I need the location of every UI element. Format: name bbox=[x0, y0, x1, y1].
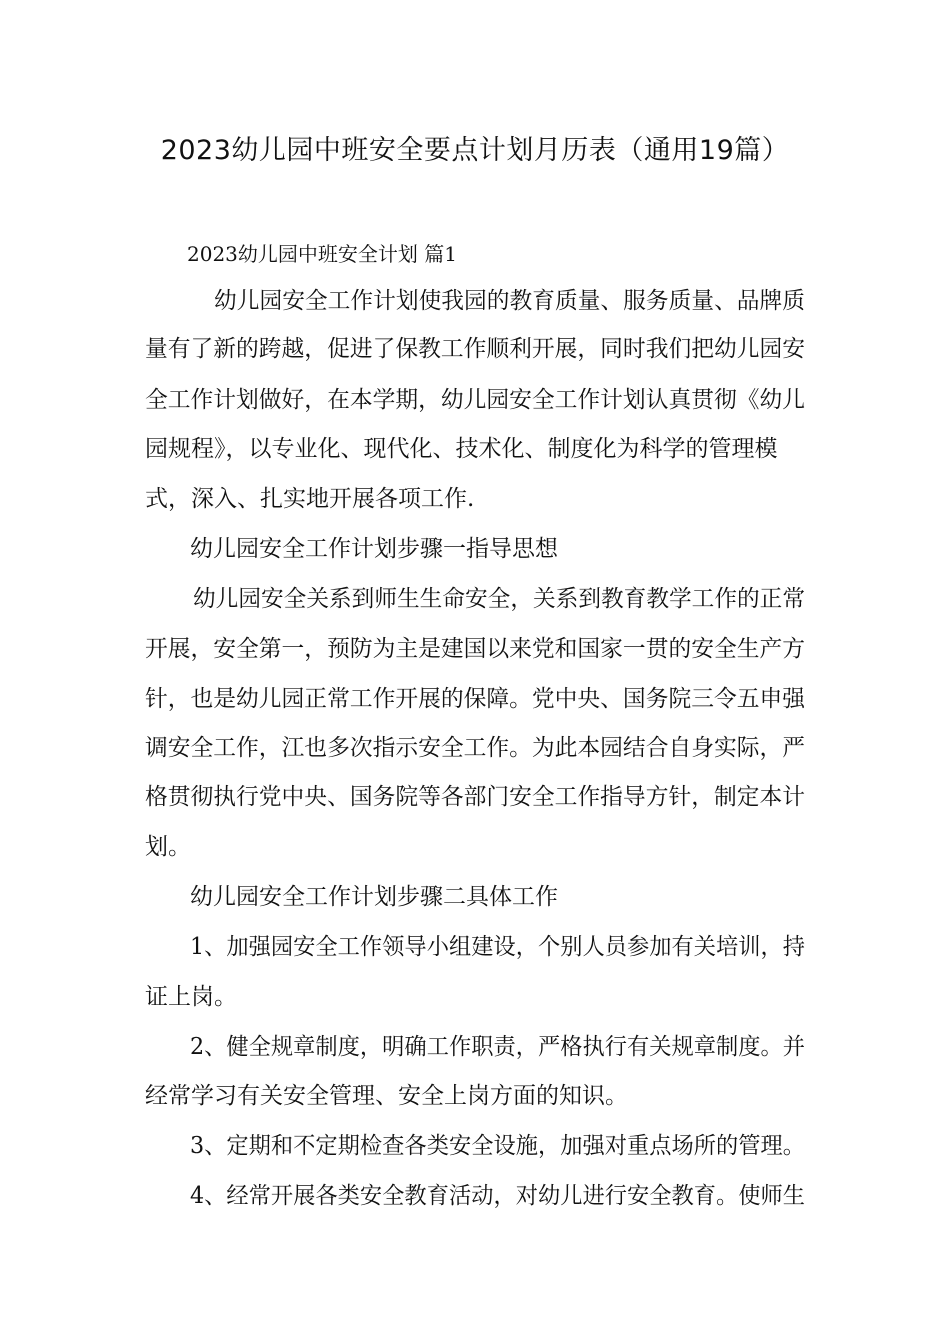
paragraph-line: 格贯彻执行党中央、国务院等各部门安全工作指导方针，制定本计 bbox=[145, 784, 805, 810]
paragraph-line: 幼儿园安全关系到师生生命安全，关系到教育教学工作的正常 bbox=[193, 586, 805, 612]
section-heading: 2023幼儿园中班安全计划 篇1 bbox=[187, 242, 457, 266]
paragraph-line: 开展，安全第一，预防为主是建国以来党和国家一贯的安全生产方 bbox=[145, 636, 805, 662]
list-item-line: 3、定期和不定期检查各类安全设施，加强对重点场所的管理。 bbox=[190, 1133, 805, 1159]
paragraph-line: 幼儿园安全工作计划使我园的教育质量、服务质量、品牌质 bbox=[214, 288, 805, 314]
list-item-line: 证上岗。 bbox=[145, 984, 237, 1010]
paragraph-line: 式，深入、扎实地开展各项工作. bbox=[145, 486, 475, 512]
subheading: 幼儿园安全工作计划步骤二具体工作 bbox=[190, 884, 558, 910]
paragraph-line: 全工作计划做好，在本学期，幼儿园安全工作计划认真贯彻《幼儿 bbox=[145, 387, 805, 413]
paragraph-line: 针，也是幼儿园正常工作开展的保障。党中央、国务院三令五申强 bbox=[145, 686, 805, 712]
paragraph-line: 量有了新的跨越，促进了保教工作顺利开展，同时我们把幼儿园安 bbox=[145, 336, 805, 362]
paragraph-line: 调安全工作，江也多次指示安全工作。为此本园结合自身实际，严 bbox=[145, 735, 805, 761]
document-title: 2023幼儿园中班安全要点计划月历表（通用19篇） bbox=[160, 135, 790, 166]
subheading: 幼儿园安全工作计划步骤一指导思想 bbox=[190, 536, 558, 562]
paragraph-line: 园规程》，以专业化、现代化、技术化、制度化为科学的管理模 bbox=[145, 436, 778, 462]
list-item-line: 2、健全规章制度，明确工作职责，严格执行有关规章制度。并 bbox=[190, 1034, 805, 1060]
list-item-line: 4、经常开展各类安全教育活动，对幼儿进行安全教育。使师生 bbox=[190, 1183, 805, 1209]
list-item-line: 经常学习有关安全管理、安全上岗方面的知识。 bbox=[145, 1083, 628, 1109]
paragraph-line: 划。 bbox=[145, 834, 191, 860]
list-item-line: 1、加强园安全工作领导小组建设，个别人员参加有关培训，持 bbox=[190, 934, 805, 960]
